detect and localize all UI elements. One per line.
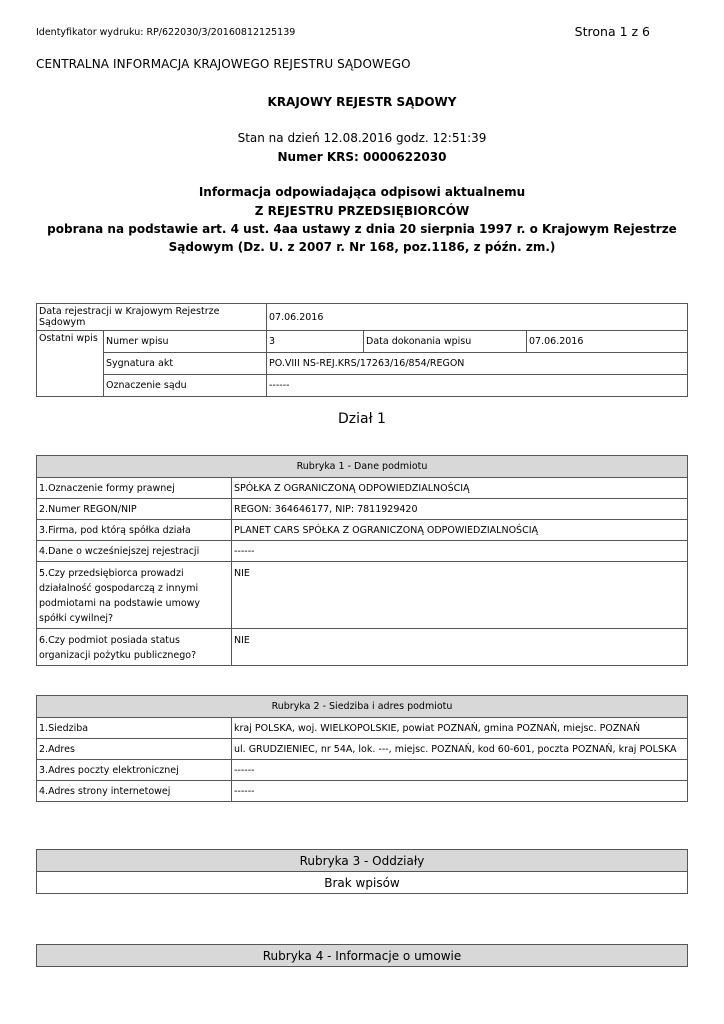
r1-row-label: 6.Czy podmiot posiada status organizacji pożytku publicznego? <box>37 629 232 666</box>
status-date: Stan na dzień 12.08.2016 godz. 12:51:39 <box>237 131 487 145</box>
info-line-4: Sądowym (Dz. U. z 2007 r. Nr 168, poz.1186, z późn. zm.) <box>168 240 556 254</box>
rubryka-4-table <box>36 944 688 967</box>
r1-row-label: 4.Dane o wcześniejszej rejestracji <box>37 541 232 562</box>
r1-row-value: ------ <box>232 541 688 562</box>
completion-date-value: 07.06.2016 <box>527 331 688 353</box>
entry-number-label: Numer wpisu <box>104 331 267 353</box>
rubryka-3-title: Rubryka 3 - Oddziały <box>37 850 688 872</box>
r1-row-value: SPÓŁKA Z OGRANICZONĄ ODPOWIEDZIALNOŚCIĄ <box>232 478 688 499</box>
court-label: Oznaczenie sądu <box>104 375 267 397</box>
rubryka-1-title: Rubryka 1 - Dane podmiotu <box>37 456 688 478</box>
r1-row-value: REGON: 364646177, NIP: 7811929420 <box>232 499 688 520</box>
info-line-2: Z REJESTRU PRZEDSIĘBIORCÓW <box>254 204 470 218</box>
rubryka-3-empty: Brak wpisów <box>37 872 688 894</box>
last-entry-label: Ostatni wpis <box>37 331 104 397</box>
rubryka-4-title: Rubryka 4 - Informacje o umowie <box>37 945 688 967</box>
registration-table <box>36 303 688 397</box>
registration-date-value: 07.06.2016 <box>267 304 688 331</box>
page-number: Strona 1 z 6 <box>574 24 650 39</box>
signature-label: Sygnatura akt <box>104 353 267 375</box>
r2-row-label: 4.Adres strony internetowej <box>37 781 232 802</box>
r1-row-value: NIE <box>232 629 688 666</box>
rubryka-1-table <box>36 455 688 666</box>
info-line-1: Informacja odpowiadająca odpisowi aktualnemu <box>198 185 526 199</box>
r1-row-label: 1.Oznaczenie formy prawnej <box>37 478 232 499</box>
rubryka-3-table <box>36 849 688 894</box>
section-title: Dział 1 <box>338 411 386 427</box>
r2-row-label: 2.Adres <box>37 739 232 760</box>
r1-row-label: 2.Numer REGON/NIP <box>37 499 232 520</box>
registration-date-label: Data rejestracji w Krajowym Rejestrze Sądowym <box>37 304 267 331</box>
r1-row-label: 3.Firma, pod którą spółka działa <box>37 520 232 541</box>
r1-row-label: 5.Czy przedsiębiorca prowadzi działalność gospodarczą z innymi podmiotami na podstawie umowy spółki cywilnej? <box>37 562 232 629</box>
rubryka-2-table <box>36 695 688 802</box>
r2-row-value: ------ <box>232 760 688 781</box>
signature-value: PO.VIII NS-REJ.KRS/17263/16/854/REGON <box>267 353 688 375</box>
court-value: ------ <box>267 375 688 397</box>
print-identifier: Identyfikator wydruku: RP/622030/3/20160812125139 <box>36 27 296 38</box>
completion-date-label: Data dokonania wpisu <box>364 331 527 353</box>
r2-row-label: 3.Adres poczty elektronicznej <box>37 760 232 781</box>
r1-row-value: NIE <box>232 562 688 629</box>
rubryka-2-title: Rubryka 2 - Siedziba i adres podmiotu <box>37 696 688 718</box>
r2-row-value: ul. GRUDZIENIEC, nr 54A, lok. ---, miejsc. POZNAŃ, kod 60-601, poczta POZNAŃ, kraj POLSKA <box>232 739 688 760</box>
krs-number: Numer KRS: 0000622030 <box>277 150 447 164</box>
r2-row-label: 1.Siedziba <box>37 718 232 739</box>
entry-number-value: 3 <box>267 331 364 353</box>
r2-row-value: ------ <box>232 781 688 802</box>
info-line-3: pobrana na podstawie art. 4 ust. 4aa ustawy z dnia 20 sierpnia 1997 r. o Krajowym Rejestrze <box>47 222 677 236</box>
r2-row-value: kraj POLSKA, woj. WIELKOPOLSKIE, powiat POZNAŃ, gmina POZNAŃ, miejsc. POZNAŃ <box>232 718 688 739</box>
r1-row-value: PLANET CARS SPÓŁKA Z OGRANICZONĄ ODPOWIEDZIALNOŚCIĄ <box>232 520 688 541</box>
central-title: CENTRALNA INFORMACJA KRAJOWEGO REJESTRU SĄDOWEGO <box>36 57 411 71</box>
registry-title: KRAJOWY REJESTR SĄDOWY <box>267 95 457 109</box>
